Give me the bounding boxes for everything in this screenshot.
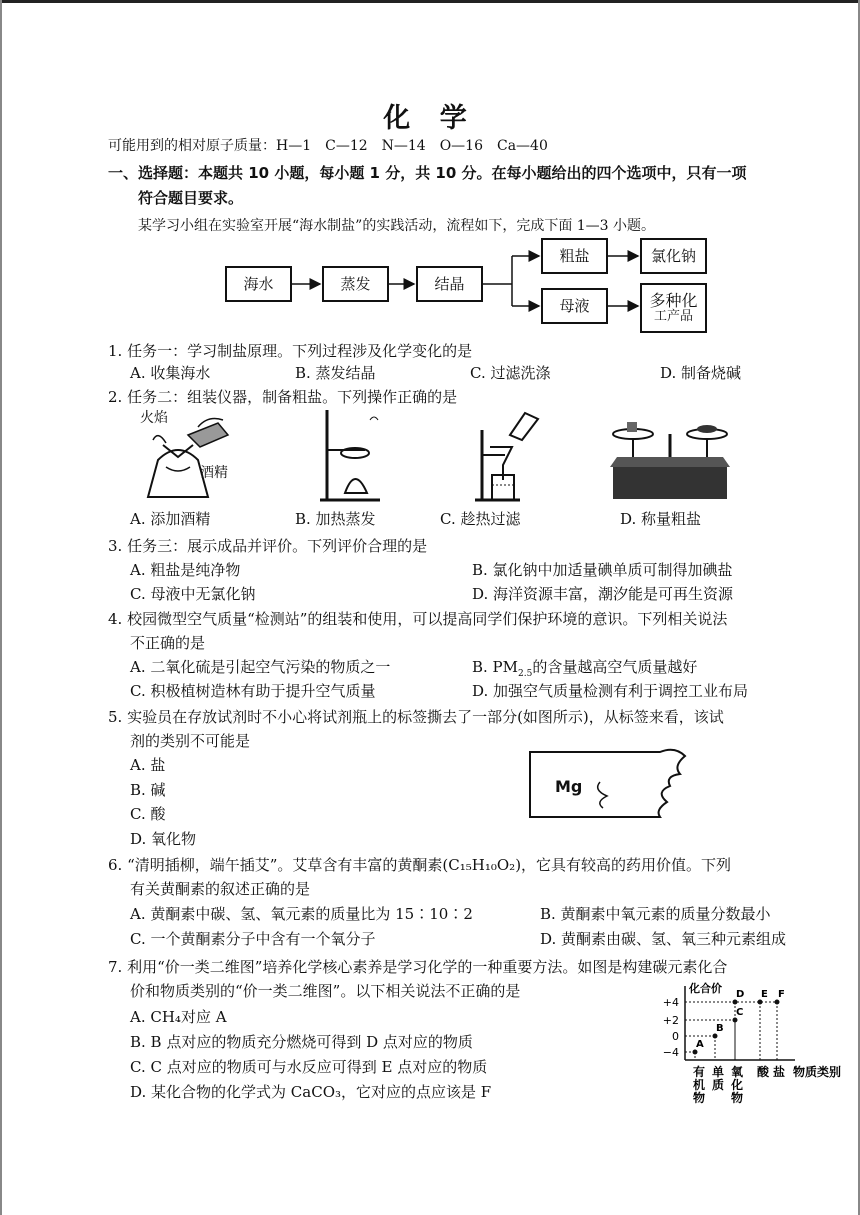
point-label: F bbox=[778, 989, 785, 1000]
q5-stem-cont: 剂的类别不可能是 bbox=[130, 732, 251, 750]
q4-stem-cont: 不正确的是 bbox=[130, 634, 206, 652]
flow-box-evaporate: 蒸发 bbox=[322, 266, 389, 302]
q1-option-d: D. 制备烧碱 bbox=[660, 364, 742, 382]
y-tick-label: +2 bbox=[662, 1014, 679, 1027]
category-label: 物 bbox=[731, 1091, 744, 1105]
products-line1: 多种化 bbox=[649, 291, 698, 311]
q6-stem-cont: 有关黄酮素的叙述正确的是 bbox=[130, 880, 311, 898]
torn-label-illustration bbox=[525, 744, 705, 824]
q4-option-b-sub: 2.5 bbox=[518, 669, 533, 679]
q2-option-a: A. 添加酒精 bbox=[130, 510, 211, 528]
category-label: 单 bbox=[712, 1065, 725, 1079]
category-label: 氧 bbox=[731, 1065, 744, 1079]
point-label: E bbox=[761, 989, 768, 1000]
q2-stem: 2. 任务二：组装仪器，制备粗盐。下列操作正确的是 bbox=[108, 388, 458, 406]
y-tick-label: +4 bbox=[662, 996, 679, 1009]
q4-option-b-pre: B. PM bbox=[472, 658, 519, 676]
q1-stem: 1. 任务一：学习制盐原理。下列过程涉及化学变化的是 bbox=[108, 342, 473, 360]
q6-stem: 6. “清明插柳，端午插艾”。艾草含有丰富的黄酮素(C₁₅H₁₀O₂)，它具有较高的药用价值。下列 bbox=[108, 856, 732, 874]
q7-stem: 7. 利用“价一类二维图”培养化学核心素养是学习化学的一种重要方法。如图是构建碳元素化合 bbox=[108, 958, 728, 976]
q1-option-c: C. 过滤洗涤 bbox=[470, 364, 551, 382]
balance-illustration bbox=[605, 412, 735, 502]
section-heading-cont: 符合题目要求。 bbox=[138, 189, 244, 207]
q3-option-a: A. 粗盐是纯净物 bbox=[130, 561, 241, 579]
flow-intro: 某学习小组在实验室开展“海水制盐”的实践活动，流程如下，完成下面 1—3 小题。 bbox=[138, 218, 656, 234]
category-label: 有 bbox=[693, 1065, 706, 1079]
q7-option-b: B. B 点对应的物质充分燃烧可得到 D 点对应的物质 bbox=[130, 1033, 473, 1051]
q6-option-d: D. 黄酮素由碳、氢、氧三种元素组成 bbox=[540, 930, 787, 948]
category-label: 机 bbox=[693, 1078, 706, 1092]
q2-option-c: C. 趁热过滤 bbox=[440, 510, 521, 528]
q1-option-b: B. 蒸发结晶 bbox=[295, 364, 376, 382]
q7-option-d: D. 某化合物的化学式为 CaCO₃，它对应的点应该是 F bbox=[130, 1083, 492, 1101]
q7-option-c: C. C 点对应的物质可与水反应可得到 E 点对应的物质 bbox=[130, 1058, 488, 1076]
q4-option-c: C. 积极植树造林有助于提升空气质量 bbox=[130, 682, 376, 700]
point-label: D bbox=[736, 989, 745, 1000]
point-label: B bbox=[716, 1023, 724, 1034]
alcohol-lamp-illustration bbox=[138, 405, 238, 505]
page-title: 化 学 bbox=[383, 103, 477, 134]
q1-option-a: A. 收集海水 bbox=[130, 364, 211, 382]
point-label: A bbox=[696, 1039, 704, 1050]
y-axis-label: 化合价 bbox=[689, 982, 722, 995]
filtration-illustration bbox=[470, 405, 550, 505]
category-label: 酸 bbox=[757, 1065, 770, 1079]
q5-stem: 5. 实验员在存放试剂时不小心将试剂瓶上的标签撕去了一部分(如图所示)，从标签来看，该试 bbox=[108, 708, 724, 726]
label-text: Mg bbox=[555, 777, 583, 796]
flame-label: 火焰 bbox=[140, 410, 168, 426]
data-point bbox=[775, 1000, 780, 1005]
atomic-masses: 可能用到的相对原子质量：H—1 C—12 N—14 O—16 Ca—40 bbox=[108, 138, 548, 154]
evaporation-illustration bbox=[315, 405, 385, 505]
flow-box-crude-salt: 粗盐 bbox=[541, 238, 608, 274]
q6-option-b: B. 黄酮素中氧元素的质量分数最小 bbox=[540, 905, 771, 923]
flow-box-seawater: 海水 bbox=[225, 266, 292, 302]
flow-arrows bbox=[0, 0, 860, 340]
q4-option-a: A. 二氧化硫是引起空气污染的物质之一 bbox=[130, 658, 391, 676]
alcohol-label: 酒精 bbox=[200, 465, 228, 481]
q3-option-d: D. 海洋资源丰富，潮汐能是可再生资源 bbox=[472, 585, 734, 603]
data-point bbox=[693, 1050, 698, 1055]
q5-option-d: D. 氧化物 bbox=[130, 830, 197, 848]
q2-option-d: D. 称量粗盐 bbox=[620, 510, 702, 528]
q2-option-b: B. 加热蒸发 bbox=[295, 510, 376, 528]
x-axis-label: 物质类别 bbox=[793, 1065, 842, 1079]
category-label: 物 bbox=[693, 1091, 706, 1105]
category-label: 盐 bbox=[773, 1065, 786, 1079]
q4-stem: 4. 校园微型空气质量“检测站”的组装和使用，可以提高同学们保护环境的意识。下列相关说法 bbox=[108, 610, 728, 628]
q4-option-b bbox=[472, 656, 697, 679]
q5-option-b: B. 碱 bbox=[130, 781, 166, 799]
data-point bbox=[713, 1034, 718, 1039]
q6-option-c: C. 一个黄酮素分子中含有一个氧分子 bbox=[130, 930, 376, 948]
valence-class-chart bbox=[645, 978, 845, 1138]
q4-option-d: D. 加强空气质量检测有利于调控工业布局 bbox=[472, 682, 749, 700]
flow-box-crystallize: 结晶 bbox=[416, 266, 483, 302]
q5-option-a: A. 盐 bbox=[130, 756, 166, 774]
q3-option-b: B. 氯化钠中加适量碘单质可制得加碘盐 bbox=[472, 561, 733, 579]
q5-option-c: C. 酸 bbox=[130, 805, 166, 823]
q4-option-b-post: 的含量越高空气质量越好 bbox=[532, 658, 698, 676]
section-heading: 一、选择题：本题共 10 小题，每小题 1 分，共 10 分。在每小题给出的四个选项中，只有一项 bbox=[108, 164, 747, 182]
q7-stem-cont: 价和物质类别的“价一类二维图”。以下相关说法不正确的是 bbox=[130, 982, 521, 1000]
category-label: 质 bbox=[712, 1078, 725, 1092]
flow-box-mother-liquor: 母液 bbox=[541, 288, 608, 324]
products-line2: 工产品 bbox=[653, 308, 693, 324]
y-tick-label: 0 bbox=[672, 1030, 679, 1043]
y-tick-label: −4 bbox=[662, 1046, 679, 1059]
flow-box-nacl: 氯化钠 bbox=[640, 238, 707, 274]
q3-stem: 3. 任务三：展示成品并评价。下列评价合理的是 bbox=[108, 537, 428, 555]
category-label: 化 bbox=[731, 1078, 744, 1092]
q7-option-a: A. CH₄对应 A bbox=[130, 1008, 227, 1026]
point-label: C bbox=[736, 1007, 744, 1018]
q3-option-c: C. 母液中无氯化钠 bbox=[130, 585, 256, 603]
q6-option-a: A. 黄酮素中碳、氢、氧元素的质量比为 15∶10∶2 bbox=[130, 905, 473, 923]
